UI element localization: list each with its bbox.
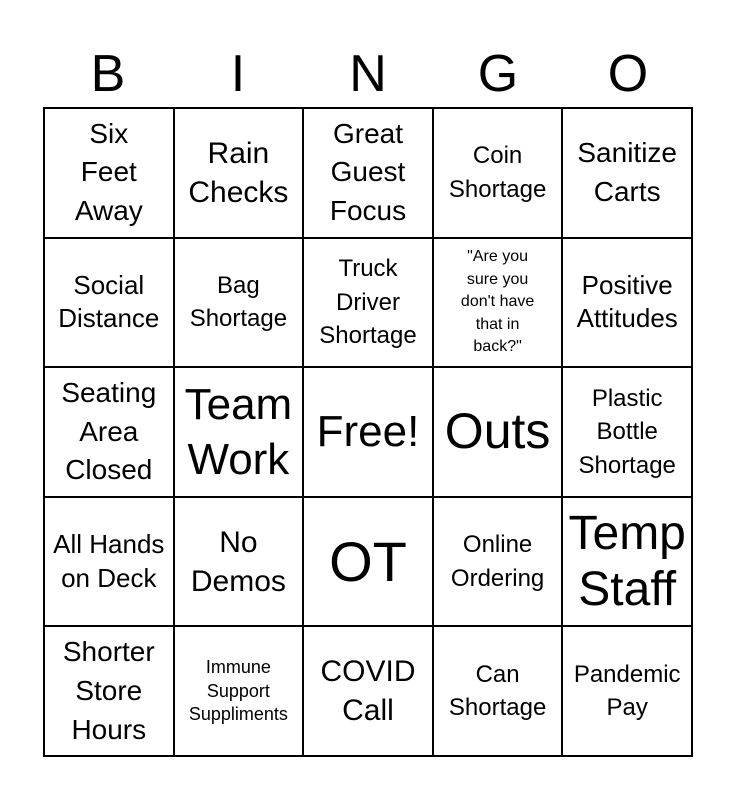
cell-label: Six Feet Away [74,117,143,227]
cell-label: Social Distance [58,269,160,334]
bingo-cell[interactable] [434,368,564,498]
bingo-grid [43,107,693,757]
cell-label: Online Ordering [450,531,545,592]
bingo-cell[interactable] [304,239,434,369]
header-letter-i: I [230,45,246,103]
cell-label: No Demos [190,525,286,598]
cell-label: Pandemic Pay [573,660,681,722]
bingo-cell[interactable] [45,239,175,369]
cell-label: Truck Driver Shortage [319,255,417,350]
bingo-cell[interactable] [45,109,175,239]
cell-label: Temp Staff [568,507,686,616]
cell-label: "Are you sure you don't have that in back?" [460,248,535,355]
cell-label: Seating Area Closed [61,377,157,486]
bingo-header [43,40,693,108]
cell-label: COVID Call [320,655,416,728]
cell-label: Free! [316,407,420,457]
bingo-cell[interactable] [563,239,693,369]
bingo-cell[interactable] [175,368,305,498]
bingo-cell[interactable] [563,498,693,628]
cell-label: Bag Shortage [189,271,288,333]
bingo-cell[interactable] [304,368,434,498]
cell-label: Great Guest Focus [329,117,407,227]
bingo-cell[interactable] [45,368,175,498]
cell-label: Team Work [184,379,293,484]
header-letter-b: B [90,45,126,103]
header-letter-o: O [607,45,649,103]
bingo-cell[interactable] [304,627,434,757]
cell-label: Sanitize Carts [577,137,677,207]
cell-label: Immune Support Suppliments [188,657,288,724]
bingo-cell[interactable] [45,498,175,628]
cell-label: Shorter Store Hours [62,636,155,745]
cell-label: Coin Shortage [448,142,547,203]
bingo-cell[interactable] [304,498,434,628]
bingo-cell[interactable] [175,109,305,239]
cell-label: OT [329,529,407,593]
cell-label: Plastic Bottle Shortage [578,384,676,479]
bingo-cell[interactable] [434,239,564,369]
cell-label: Outs [444,403,551,460]
bingo-cell[interactable] [563,368,693,498]
bingo-cell[interactable] [434,498,564,628]
bingo-cell[interactable] [175,627,305,757]
cell-label: Can Shortage [448,660,547,722]
bingo-cell[interactable] [175,239,305,369]
header-letter-n: N [349,45,387,103]
bingo-cell[interactable] [304,109,434,239]
bingo-cell[interactable] [175,498,305,628]
bingo-cell[interactable] [434,109,564,239]
header-letter-g: G [477,45,519,103]
cell-label: Positive Attitudes [576,269,678,334]
bingo-cell[interactable] [45,627,175,757]
bingo-cell[interactable] [434,627,564,757]
bingo-cell[interactable] [563,627,693,757]
cell-label: All Hands on Deck [53,528,165,593]
cell-label: Rain Checks [188,136,289,209]
bingo-cell[interactable] [563,109,693,239]
